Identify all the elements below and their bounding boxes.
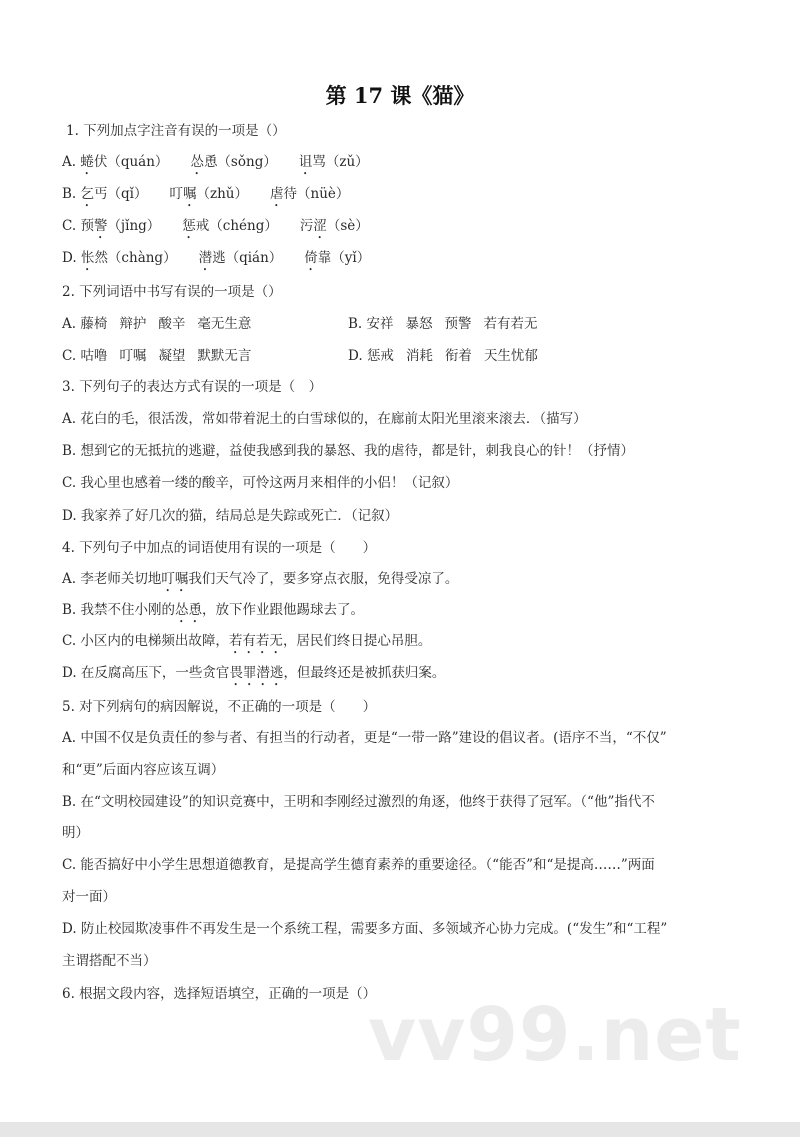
question-stem (62, 697, 376, 717)
answer-option (62, 600, 364, 626)
text: 4. 下列句子中加点的词语使用有误的一项是（ ） (62, 540, 377, 556)
text: 然（chàng） (94, 250, 177, 266)
text: 我们天气冷了，要多穿点衣服，免得受凉了。 (188, 571, 459, 587)
answer-option-line (62, 760, 224, 780)
text: C. 能否搞好中小学生思想道德教育，是提高学生德育素养的重要途径。（“能否”和“是提高……”两面 (62, 857, 655, 873)
text: 主谓搭配不当） (62, 953, 157, 969)
question-stem (62, 984, 376, 1004)
answer-option-line (62, 951, 157, 971)
text: 预 (80, 218, 94, 234)
answer-option (348, 346, 538, 366)
word: 安祥 (366, 316, 394, 332)
text: ，放下作业跟他踢球去了。 (202, 602, 365, 618)
answer-option (62, 184, 349, 210)
option-label: D. (348, 348, 363, 364)
text: （zhǔ） (196, 186, 248, 202)
answer-option (62, 473, 458, 493)
word: 凝望 (158, 348, 186, 364)
option-label: C. (62, 348, 77, 364)
dotted-word: 怂恿 (175, 602, 203, 618)
answer-option-line (62, 728, 667, 748)
answer-option-line (62, 887, 116, 907)
answer-option-line (62, 792, 655, 812)
answer-option (62, 152, 369, 178)
dotted-char: 潜 (198, 250, 213, 266)
text: 1. 下列加点字注音有误的一项是（） (66, 123, 286, 139)
text: 3. 下列句子的表达方式有误的一项是（ ） (62, 379, 323, 395)
text: 待（nüè） (283, 186, 350, 202)
text: B. 想到它的无抵抗的逃避，益使我感到我的暴怒、我的虐待，都是针，刺我良心的针！（抒情） (62, 443, 635, 459)
text: 骂（zǔ） (312, 154, 369, 170)
text: 5. 对下列病句的病因解说，不正确的一项是（ ） (62, 699, 377, 715)
answer-option (62, 569, 458, 595)
word: 藤椅 (80, 316, 108, 332)
answer-option (62, 506, 398, 526)
text: A. 李老师关切地 (62, 571, 162, 587)
answer-option (348, 314, 538, 334)
word: 若有若无 (483, 316, 538, 332)
word: 毫无生意 (197, 316, 252, 332)
question-stem (62, 282, 282, 302)
text: ，但最终还是被抓获归案。 (283, 665, 446, 681)
watermark: vv99.net (368, 992, 742, 1078)
text: A. 花白的毛，很活泼，常如带着泥土的白雪球似的，在廊前太阳光里滚来滚去．（描写） (62, 411, 587, 427)
text: D. 我家养了好几次的猫，结局总是失踪或死亡．（记叙） (62, 508, 399, 524)
question-stem (62, 538, 376, 558)
dotted-char: 诅 (298, 154, 313, 170)
answer-option (62, 441, 634, 461)
text: （sè） (326, 218, 369, 234)
dotted-char: 嘱 (182, 186, 197, 202)
page-title: 第 17 课《猫》 (325, 83, 475, 108)
answer-option (62, 663, 445, 689)
dotted-char: 怅 (80, 250, 95, 266)
text: 恿（sǒng） (203, 154, 277, 170)
dotted-char: 蜷 (80, 154, 94, 170)
text: B. 我禁不住小刚的 (62, 602, 176, 618)
dotted-word: 叮嘱 (161, 571, 189, 587)
option-label: A. (62, 154, 77, 170)
dotted-char: 倚 (304, 250, 318, 266)
text: 靠（yǐ） (317, 250, 371, 266)
text: A. 中国不仅是负责任的参与者、有担当的行动者，更是“一带一路”建设的倡议者。(语序不当，“不仅” (62, 730, 667, 746)
word: 惩戒 (366, 348, 394, 364)
text: C. 我心里也感着一缕的酸辛，可怜这两月来相伴的小侣！（记叙） (62, 475, 459, 491)
text: 6. 根据文段内容，选择短语填空，正确的一项是（） (62, 986, 377, 1002)
text: D. 防止校园欺凌事件不再发生是一个系统工程，需要多方面、多领域齐心协力完成。(“发生”和“工程” (62, 921, 668, 937)
text: B. 在“文明校园建设”的知识竞赛中，王明和李刚经过激烈的角逐，他终于获得了冠军。（“他”指代不 (62, 794, 655, 810)
text: 叮 (169, 186, 183, 202)
word: 酸辛 (158, 316, 186, 332)
word: 消耗 (405, 348, 433, 364)
text: 对一面） (62, 889, 116, 905)
question-stem (62, 377, 322, 397)
word: 咕噜 (80, 348, 108, 364)
answer-option (62, 216, 369, 242)
text: D. 在反腐高压下，一些贪官 (62, 665, 230, 681)
dotted-word: 若有若无 (228, 633, 283, 649)
text: 污 (299, 218, 314, 234)
word: 衔着 (444, 348, 472, 364)
word: 叮嘱 (119, 348, 147, 364)
option-label: B. (348, 316, 363, 332)
word: 辩护 (119, 316, 147, 332)
option-label: C. (62, 218, 77, 234)
word: 预警 (444, 316, 472, 332)
answer-option (62, 409, 587, 429)
dotted-char: 怂 (190, 154, 204, 170)
word: 暴怒 (405, 316, 433, 332)
answer-option-line (62, 919, 667, 939)
text: 伏（quán） (93, 154, 169, 170)
answer-option-line (62, 823, 89, 843)
dotted-char: 涩 (313, 218, 327, 234)
text: 2. 下列词语中书写有误的一项是（） (62, 284, 282, 300)
text: （jǐng） (107, 218, 161, 234)
text: C. 小区内的电梯频出故障， (62, 633, 229, 649)
option-label: B. (62, 186, 77, 202)
question-stem (66, 121, 286, 141)
dotted-char: 惩 (182, 218, 196, 234)
text: 明） (62, 825, 89, 841)
answer-option-line (62, 855, 655, 875)
answer-option (62, 631, 431, 657)
dotted-char: 乞 (80, 186, 95, 202)
word: 天生忧郁 (483, 348, 538, 364)
option-label: A. (62, 316, 77, 332)
text: 戒（chéng） (195, 218, 278, 234)
text: 逃（qián） (212, 250, 283, 266)
answer-option (62, 346, 251, 366)
dotted-word: 畏罪潜逃 (229, 665, 284, 681)
dotted-char: 虐 (270, 186, 284, 202)
text: 丐（qǐ） (94, 186, 148, 202)
answer-option (62, 248, 370, 274)
word: 默默无言 (197, 348, 252, 364)
text: 和“更”后面内容应该互调） (62, 762, 225, 778)
text: ，居民们终日提心吊胆。 (282, 633, 432, 649)
option-label: D. (62, 250, 77, 266)
dotted-char: 警 (93, 218, 108, 234)
page-bottom-edge (0, 1122, 800, 1137)
answer-option (62, 314, 251, 334)
